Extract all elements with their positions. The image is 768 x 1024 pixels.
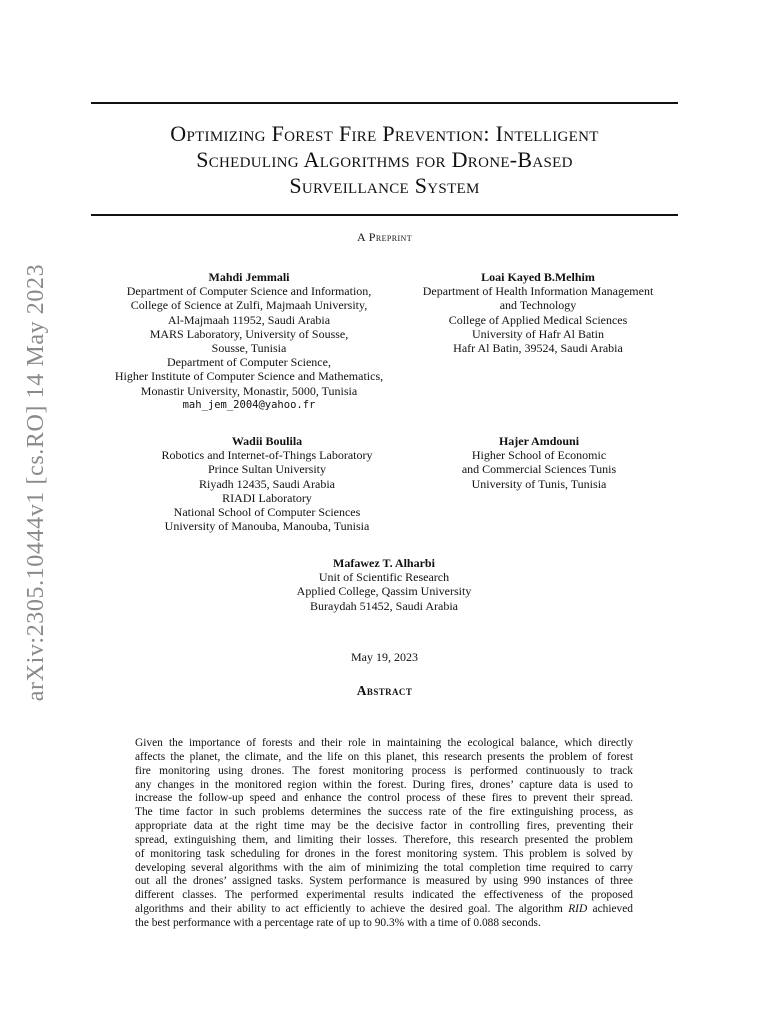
title-bottom-rule <box>91 214 678 216</box>
affiliation-line: Al-Majmaah 11952, Saudi Arabia <box>167 312 331 327</box>
author-name: Mafawez T. Alharbi <box>333 556 435 570</box>
affiliation-line: Unit of Scientific Research <box>318 570 450 585</box>
abstract-line: the best performance with a percentage rate of up to 90.3% with a time of 0.088 seconds. <box>135 916 541 929</box>
abstract-heading: Abstract <box>356 683 413 698</box>
affiliation-line: RIADI Laboratory <box>222 490 312 505</box>
affiliation-line: Applied College, Qassim University <box>296 584 472 599</box>
abstract-line <box>135 903 633 917</box>
author-block <box>398 270 678 355</box>
abstract-line: fire monitoring using drones. The forest monitoring process is performed continuously to track <box>135 764 633 777</box>
affiliation-line: Higher School of Economic <box>471 448 607 463</box>
author-block <box>409 434 669 491</box>
affiliation-line: Department of Computer Science and Information, <box>126 284 372 299</box>
abstract-text: algorithms and their ability to act efficiently to achieve the desired goal. The algorithm <box>135 903 569 916</box>
title-top-rule <box>91 102 678 104</box>
abstract-line: affects the planet, the climate, and the life on this planet, this research presents the problem of forest <box>135 750 633 763</box>
abstract-line: developing several algorithms with the aim of minimizing the total completion time required to carry <box>135 861 633 874</box>
abstract-line: out all the drones’ assigned tasks. System performance is measured by using 990 instances of three <box>135 875 633 888</box>
preprint-label: A Preprint <box>356 230 412 244</box>
affiliation-line: University of Tunis, Tunisia <box>471 476 607 491</box>
affiliation-line: National School of Computer Sciences <box>173 505 361 520</box>
title-line: Optimizing Forest Fire Prevention: Intelligent <box>170 121 599 146</box>
paper-title <box>91 121 678 199</box>
affiliation-line: Department of Health Information Management <box>422 284 654 299</box>
abstract-body <box>135 737 633 931</box>
affiliation-line: Department of Computer Science, <box>167 355 331 370</box>
arxiv-identifier <box>20 262 54 702</box>
title-line: Surveillance System <box>289 173 480 198</box>
author-name: Mahdi Jemmali <box>208 270 290 284</box>
affiliation-line: University of Hafr Al Batin <box>472 326 604 341</box>
author-name: Hajer Amdouni <box>498 434 580 448</box>
affiliation-line: College of Science at Zulfi, Majmaah University, <box>130 298 368 313</box>
algorithm-math-symbol: RID <box>568 903 588 916</box>
affiliation-line: Prince Sultan University <box>208 462 326 477</box>
affiliation-line: College of Applied Medical Sciences <box>448 312 628 327</box>
affiliation-line: Hafr Al Batin, 39524, Saudi Arabia <box>453 341 623 356</box>
author-block <box>117 434 417 533</box>
publication-date: May 19, 2023 <box>351 650 418 664</box>
abstract-line: of monitoring task scheduling for drones in the forest monitoring system. This problem is solved by <box>135 847 633 860</box>
abstract-line: any changes in the monitored region within the forest. During fires, drones’ capture data is used to <box>135 778 633 791</box>
affiliation-line: Riyadh 12435, Saudi Arabia <box>199 476 335 491</box>
affiliation-line: Buraydah 51452, Saudi Arabia <box>310 598 458 613</box>
affiliation-line: Higher Institute of Computer Science and Mathematics, <box>114 369 384 384</box>
author-block <box>99 270 399 412</box>
abstract-line: appropriate data at the right time may be the decisive factor in controlling fires, preventing their <box>135 820 633 833</box>
abstract-line: different classes. The performed experimental results indicated the effectiveness of the proposed <box>135 889 633 902</box>
arxiv-identifier-text: arXiv:2305.10444v1 [cs.RO] 14 May 2023 <box>23 263 50 701</box>
affiliation-line: MARS Laboratory, University of Sousse, <box>149 326 349 341</box>
abstract-line: The time factor in such problems determines the success rate of the fire extinguishing process, as <box>135 806 633 819</box>
abstract-text: achieved <box>587 903 633 916</box>
abstract-line: spread, extinguishing them, and limiting their losses. Therefore, this research presented the problem <box>135 833 633 846</box>
affiliation-line: and Technology <box>499 298 577 313</box>
affiliation-line: Robotics and Internet-of-Things Laboratory <box>161 448 373 463</box>
affiliation-line: Sousse, Tunisia <box>211 341 287 356</box>
author-block <box>234 556 534 613</box>
abstract-line: increase the follow-up speed and enhance the control process of these fires to prevent their spread. <box>135 792 633 805</box>
abstract-line: Given the importance of forests and their role in maintaining the ecological balance, which directly <box>135 737 633 749</box>
author-email[interactable]: mah_jem_2004@yahoo.fr <box>182 398 316 411</box>
affiliation-line: and Commercial Sciences Tunis <box>461 462 617 477</box>
affiliation-line: University of Manouba, Manouba, Tunisia <box>164 519 370 534</box>
affiliation-line: Monastir University, Monastir, 5000, Tunisia <box>140 383 358 398</box>
title-line: Scheduling Algorithms for Drone-Based <box>196 147 573 172</box>
author-name: Wadii Boulila <box>231 434 303 448</box>
author-name: Loai Kayed B.Melhim <box>481 270 595 284</box>
